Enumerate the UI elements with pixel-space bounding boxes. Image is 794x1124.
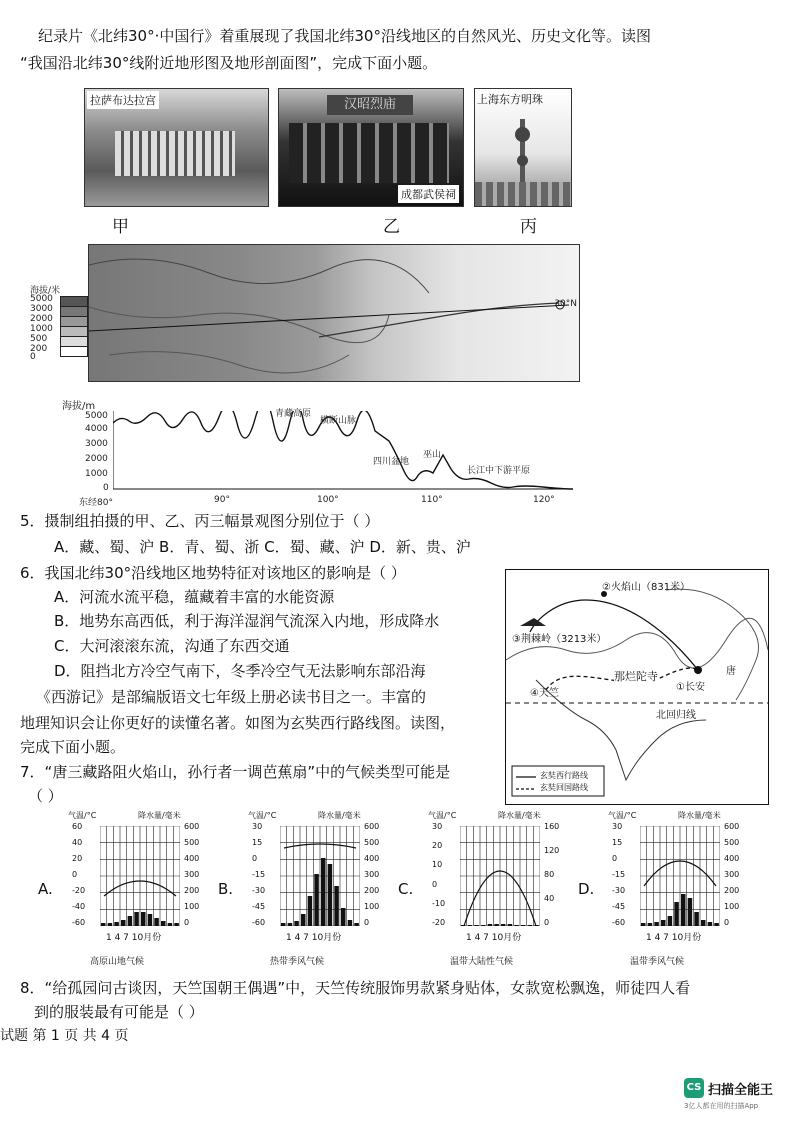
left-tick: -15 xyxy=(252,870,266,879)
profile-label-sichuan: 四川盆地 xyxy=(373,457,410,467)
profile-xtick-110: 110° xyxy=(421,495,443,505)
left-tick: 30 xyxy=(252,822,263,831)
label-nalanda: 那烂陀寺 xyxy=(614,670,658,683)
legend-level-2: 2000 xyxy=(30,314,53,324)
left-tick: 20 xyxy=(72,854,83,863)
photo-caption-yi: 乙 xyxy=(383,217,400,237)
label-tang: 唐 xyxy=(726,666,736,677)
profile-ytick-2000: 2000 xyxy=(85,454,108,464)
q5-stem: 5．摄制组拍摄的甲、乙、丙三幅景观图分别位于（ ） xyxy=(20,512,380,530)
right-tick: 100 xyxy=(724,902,740,911)
month-axis: 1 4 7 10月份 xyxy=(106,933,162,943)
profile-ytick-1000: 1000 xyxy=(85,469,108,479)
profile-label-wushan: 巫山 xyxy=(423,450,442,460)
q6-option-b: B．地势东高西低，利于海洋湿润气流深入内地，形成降水 xyxy=(54,612,440,630)
left-tick: -60 xyxy=(612,918,626,927)
right-tick: 300 xyxy=(184,870,200,879)
profile-xtick-90: 90° xyxy=(214,495,230,505)
river-line xyxy=(319,303,559,337)
right-tick: 500 xyxy=(364,838,380,847)
right-tick: 400 xyxy=(724,854,740,863)
left-tick: 30 xyxy=(432,822,443,831)
photo-oriental-pearl xyxy=(474,88,572,207)
climate-caption: 高原山地气候 xyxy=(90,957,145,967)
right-tick: 160 xyxy=(544,822,560,831)
scanner-app-name: 扫描全能王 xyxy=(708,1083,774,1098)
intro-line-2: “我国沿北纬30°线附近地形图及地形剖面图”，完成下面小题。 xyxy=(20,54,438,72)
climate-charts xyxy=(38,810,770,970)
profile-label-qingzang: 青藏高原 xyxy=(275,409,312,419)
prec-axis-label: 降水量/毫米 xyxy=(318,811,361,820)
month-axis: 1 4 7 10月份 xyxy=(646,933,702,943)
left-tick: -20 xyxy=(72,886,86,895)
terrain-map xyxy=(88,244,580,382)
photo-label-pearl: 上海东方明珠 xyxy=(477,93,543,106)
climate-caption: 热带季风气候 xyxy=(270,957,325,967)
prec-axis-label: 降水量/毫米 xyxy=(678,811,721,820)
left-tick: -45 xyxy=(612,902,626,911)
terrain-profile xyxy=(55,411,575,511)
right-tick: 0 xyxy=(184,918,190,927)
profile-ylabel: 海拔/m xyxy=(62,401,96,412)
right-tick: 600 xyxy=(184,822,200,831)
label-thorn-ridge: ③荆棘岭（3213米） xyxy=(512,634,607,645)
right-tick: 200 xyxy=(184,886,200,895)
left-tick: 60 xyxy=(72,822,83,831)
climate-chart-1 xyxy=(218,810,405,970)
left-tick: 15 xyxy=(252,838,263,847)
right-tick: 80 xyxy=(544,870,555,879)
map-legend xyxy=(30,294,90,360)
q6-option-a: A．河流水流平稳，蕴藏着丰富的水能资源 xyxy=(54,588,335,606)
q8-line-1: 8．“给孤园问古谈因，天竺国朝王偶遇”中，天竺传统服饰男款紧身贴体，女款宽松飘逸，师徒四人看 xyxy=(20,979,691,997)
right-tick: 400 xyxy=(364,854,380,863)
left-tick: -30 xyxy=(252,886,266,895)
scanner-app-tagline: 3亿人都在用的扫描App xyxy=(684,1102,759,1110)
left-tick: 0 xyxy=(252,854,258,863)
label-tianzhu: ④天竺 xyxy=(530,688,559,699)
climate-plot xyxy=(280,826,360,926)
photo-wuhou-shrine xyxy=(278,88,464,207)
profile-ytick-0: 0 xyxy=(103,483,109,493)
climate-plot xyxy=(460,826,540,926)
map-legend-title: 海拔/米 xyxy=(30,286,61,296)
passage-line-3: 完成下面小题。 xyxy=(20,738,126,756)
climate-option-letter: D. xyxy=(578,880,595,898)
q6-option-d: D．阻挡北方冷空气南下，冬季冷空气无法影响东部沿海 xyxy=(54,662,426,680)
mountain-marker xyxy=(520,618,546,626)
left-tick: 30 xyxy=(612,822,623,831)
climate-option-letter: A. xyxy=(38,880,53,898)
photo-banner: 汉昭烈庙 xyxy=(327,95,413,115)
right-tick: 100 xyxy=(364,902,380,911)
profile-ytick-4000: 4000 xyxy=(85,424,108,434)
right-tick: 0 xyxy=(364,918,370,927)
month-axis: 1 4 7 10月份 xyxy=(466,933,522,943)
right-tick: 100 xyxy=(184,902,200,911)
left-tick: 0 xyxy=(612,854,618,863)
temp-axis-label: 气温/°C xyxy=(248,811,277,820)
photo-label-potala: 拉萨布达拉宫 xyxy=(87,91,159,109)
label-tropic: 北回归线 xyxy=(656,710,696,721)
photo-potala-palace xyxy=(84,88,269,207)
left-tick: 0 xyxy=(432,879,438,889)
legend-return-label: 玄奘回国路线 xyxy=(540,783,588,792)
temp-axis-label: 气温/°C xyxy=(68,811,97,820)
left-tick: -10 xyxy=(432,898,446,908)
right-tick: 600 xyxy=(724,822,740,831)
right-tick: 120 xyxy=(544,846,560,855)
legend-level-0: 5000 xyxy=(30,294,53,304)
right-tick: 300 xyxy=(724,870,740,879)
climate-chart-0 xyxy=(38,810,225,970)
prec-axis-label: 降水量/毫米 xyxy=(498,811,541,820)
month-axis: 1 4 7 10月份 xyxy=(286,933,342,943)
profile-label-changjiang: 长江中下游平原 xyxy=(467,466,531,476)
profile-xtick-120: 120° xyxy=(533,495,555,505)
left-tick: -20 xyxy=(432,918,446,927)
right-tick: 500 xyxy=(724,838,740,847)
right-tick: 600 xyxy=(364,822,380,831)
page-footer: 试题 第 1 页 共 4 页 xyxy=(0,1028,129,1044)
label-flame-mountain: ②火焰山（831米） xyxy=(602,582,691,593)
legend-level-5: 200 xyxy=(30,344,48,354)
latitude-label: 30°N xyxy=(554,299,577,309)
climate-caption: 温带季风气候 xyxy=(630,957,685,967)
passage-line-1: 《西游记》是部编版语文七年级上册必读书目之一。丰富的 xyxy=(36,688,427,706)
right-tick: 0 xyxy=(724,918,730,927)
right-tick: 40 xyxy=(544,894,555,903)
left-tick: 10 xyxy=(432,860,443,870)
left-tick: 20 xyxy=(432,841,443,851)
right-tick: 300 xyxy=(364,870,380,879)
photo-caption-jia: 甲 xyxy=(112,217,129,237)
scanner-logo-icon: CS xyxy=(684,1078,704,1098)
label-changan: ①长安 xyxy=(676,682,705,693)
left-tick: -30 xyxy=(612,886,626,895)
left-tick: 15 xyxy=(612,838,623,847)
right-tick: 200 xyxy=(364,886,380,895)
climate-chart-3 xyxy=(578,810,765,970)
q6-stem: 6．我国北纬30°沿线地区地势特征对该地区的影响是（ ） xyxy=(20,564,406,582)
left-tick: -15 xyxy=(612,870,626,879)
left-tick: -45 xyxy=(252,902,266,911)
terrain-map-overlay xyxy=(89,245,579,381)
terrain-ridge-2 xyxy=(89,307,389,343)
india-outline xyxy=(536,680,706,780)
climate-option-letter: C. xyxy=(398,880,414,898)
q7-blank: （ ） xyxy=(28,787,63,805)
terrain-ridge-3 xyxy=(109,352,349,373)
legend-west-label: 玄奘西行路线 xyxy=(540,771,588,780)
legend-level-6: 0 xyxy=(30,352,36,362)
intro-line-1: 纪录片《北纬30°·中国行》着重展现了我国北纬30°沿线地区的自然风光、历史文化等。读图 xyxy=(38,27,651,45)
q6-option-c: C．大河滚滚东流，沟通了东西交通 xyxy=(54,637,290,655)
terrain-ridge xyxy=(89,259,429,293)
climate-plot xyxy=(100,826,180,926)
left-tick: 40 xyxy=(72,838,83,847)
climate-caption: 温带大陆性气候 xyxy=(450,957,514,967)
profile-xtick-80: 东经80° xyxy=(79,498,113,508)
legend-level-1: 3000 xyxy=(30,304,53,314)
xuanzang-route-map xyxy=(505,569,769,805)
photo-label-wuhou: 成都武侯祠 xyxy=(398,185,459,203)
temp-axis-label: 气温/°C xyxy=(428,811,457,820)
left-tick: -40 xyxy=(72,902,86,911)
profile-label-hengduan: 横断山脉 xyxy=(320,416,357,426)
legend-level-3: 1000 xyxy=(30,324,53,334)
profile-ytick-3000: 3000 xyxy=(85,439,108,449)
profile-ytick-5000: 5000 xyxy=(85,411,108,421)
photo-caption-bing: 丙 xyxy=(520,217,537,237)
left-tick: -60 xyxy=(72,918,86,927)
right-tick: 500 xyxy=(184,838,200,847)
prec-axis-label: 降水量/毫米 xyxy=(138,811,181,820)
right-tick: 0 xyxy=(544,918,550,927)
climate-option-letter: B. xyxy=(218,880,234,898)
q5-options: A．藏、蜀、沪 B．青、蜀、浙 C．蜀、藏、沪 D．新、贵、沪 xyxy=(54,538,471,556)
left-tick: 0 xyxy=(72,870,78,879)
q8-line-2: 到的服装最有可能是（ ） xyxy=(34,1003,204,1021)
passage-line-2: 地理知识会让你更好的读懂名著。如图为玄奘西行路线图。读图， xyxy=(20,714,456,732)
left-tick: -60 xyxy=(252,918,266,927)
legend-level-4: 500 xyxy=(30,334,48,344)
climate-chart-2 xyxy=(398,810,585,970)
climate-plot xyxy=(640,826,720,926)
changan-marker xyxy=(694,666,702,674)
right-tick: 200 xyxy=(724,886,740,895)
profile-xtick-100: 100° xyxy=(317,495,339,505)
q7-stem: 7．“唐三藏路阻火焰山，孙行者一调芭蕉扇”中的气候类型可能是 xyxy=(20,763,451,781)
right-tick: 400 xyxy=(184,854,200,863)
temp-axis-label: 气温/°C xyxy=(608,811,637,820)
